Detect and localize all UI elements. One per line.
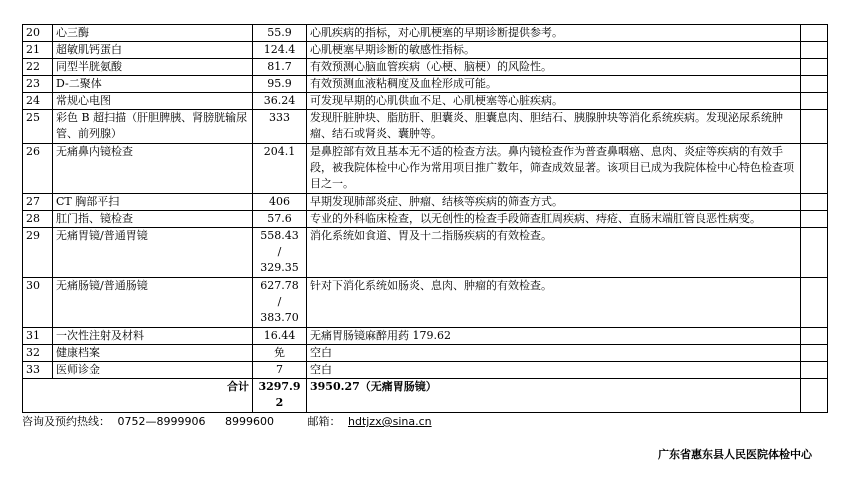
item-description: 空白: [307, 362, 801, 379]
item-description: 心肌疾病的指标，对心肌梗塞的早期诊断提供参考。: [307, 25, 801, 42]
row-number: 29: [23, 228, 53, 278]
item-price: 406: [253, 194, 307, 211]
item-name: 心三酶: [53, 25, 253, 42]
row-number: 24: [23, 93, 53, 110]
table-row: [23, 211, 828, 228]
item-price: 16.44: [253, 328, 307, 345]
row-number: 30: [23, 278, 53, 328]
item-price: 558.43 / 329.35: [253, 228, 307, 278]
row-number: 22: [23, 59, 53, 76]
item-price: 95.9: [253, 76, 307, 93]
extra-cell: [801, 345, 828, 362]
row-number: 28: [23, 211, 53, 228]
item-description: 消化系统如食道、胃及十二指肠疾病的有效检查。: [307, 228, 801, 278]
item-name: 医师诊金: [53, 362, 253, 379]
item-name: 一次性注射及材料: [53, 328, 253, 345]
item-description: 心肌梗塞早期诊断的敏感性指标。: [307, 42, 801, 59]
item-name: CT 胸部平扫: [53, 194, 253, 211]
extra-cell: [801, 194, 828, 211]
item-name: 无痛鼻内镜检查: [53, 144, 253, 194]
extra-cell: [801, 42, 828, 59]
table-row: [23, 110, 828, 144]
exam-items-table: [22, 24, 828, 413]
item-description: 有效预测心脑血管疾病（心梗、脑梗）的风险性。: [307, 59, 801, 76]
extra-cell: [801, 362, 828, 379]
organization-name: 广东省惠东县人民医院体检中心: [658, 448, 812, 461]
item-description: 有效预测血液粘稠度及血栓形成可能。: [307, 76, 801, 93]
total-label: 合计: [23, 379, 253, 413]
hotline-label: 咨询及预约热线：: [22, 415, 110, 428]
email-label: 邮箱：: [307, 415, 341, 428]
extra-cell: [801, 93, 828, 110]
row-number: 26: [23, 144, 53, 194]
item-name: 同型半胱氨酸: [53, 59, 253, 76]
contact-footer: [22, 413, 448, 429]
item-description: 针对下消化系统如肠炎、息肉、肿瘤的有效检查。: [307, 278, 801, 328]
item-name: 无痛胃镜/普通胃镜: [53, 228, 253, 278]
item-description: 空白: [307, 345, 801, 362]
row-number: 20: [23, 25, 53, 42]
email-link[interactable]: hdtjzx@sina.cn: [347, 415, 432, 428]
extra-cell: [801, 25, 828, 42]
extra-cell: [801, 110, 828, 144]
item-price: 7: [253, 362, 307, 379]
table-row: [23, 362, 828, 379]
extra-cell: [801, 228, 828, 278]
item-description: 早期发现肺部炎症、肿瘤、结核等疾病的筛查方式。: [307, 194, 801, 211]
item-price: 124.4: [253, 42, 307, 59]
phone-number-2: 8999600: [224, 415, 274, 428]
item-price: 57.6: [253, 211, 307, 228]
table-row: [23, 278, 828, 328]
total-description: 3950.27（无痛胃肠镜）: [307, 379, 801, 413]
extra-cell: [801, 59, 828, 76]
item-name: 健康档案: [53, 345, 253, 362]
table-row: [23, 25, 828, 42]
row-number: 23: [23, 76, 53, 93]
row-number: 33: [23, 362, 53, 379]
extra-cell: [801, 328, 828, 345]
item-price: 627.78 / 383.70: [253, 278, 307, 328]
item-description: 无痛胃肠镜麻醉用药 179.62: [307, 328, 801, 345]
extra-cell: [801, 278, 828, 328]
table-row: [23, 328, 828, 345]
item-description: 专业的外科临床检查，以无创性的检查手段筛查肛周疾病、痔疮、直肠末端肛管良恶性病变。: [307, 211, 801, 228]
item-name: 超敏肌钙蛋白: [53, 42, 253, 59]
table-row: [23, 144, 828, 194]
row-number: 31: [23, 328, 53, 345]
row-number: 27: [23, 194, 53, 211]
extra-cell: [801, 211, 828, 228]
row-number: 21: [23, 42, 53, 59]
total-row: [23, 379, 828, 413]
row-number: 25: [23, 110, 53, 144]
item-price: 36.24: [253, 93, 307, 110]
item-price: 免: [253, 345, 307, 362]
item-price: 204.1: [253, 144, 307, 194]
table-row: [23, 59, 828, 76]
extra-cell: [801, 379, 828, 413]
item-name: 肛门指、镜检查: [53, 211, 253, 228]
table-row: [23, 76, 828, 93]
item-name: 无痛肠镜/普通肠镜: [53, 278, 253, 328]
row-number: 32: [23, 345, 53, 362]
table-row: [23, 228, 828, 278]
item-description: 发现肝脏肿块、脂肪肝、胆囊炎、胆囊息肉、胆结石、胰腺肿块等消化系统疾病。发现泌尿系统肿瘤、结石或肾炎、囊肿等。: [307, 110, 801, 144]
item-name: D-二聚体: [53, 76, 253, 93]
extra-cell: [801, 76, 828, 93]
table-row: [23, 194, 828, 211]
phone-number-1: 0752—8999906: [117, 415, 206, 428]
item-description: 可发现早期的心肌供血不足、心肌梗塞等心脏疾病。: [307, 93, 801, 110]
table-row: [23, 345, 828, 362]
item-price: 333: [253, 110, 307, 144]
extra-cell: [801, 144, 828, 194]
item-price: 81.7: [253, 59, 307, 76]
item-name: 彩色 B 超扫描（肝胆脾胰、肾膀胱输尿管、前列腺）: [53, 110, 253, 144]
item-name: 常规心电图: [53, 93, 253, 110]
table-row: [23, 93, 828, 110]
item-description: 是鼻腔部有效且基本无不适的检查方法。鼻内镜检查作为普查鼻咽癌、息肉、炎症等疾病的有效手段，被我院体检中心作为常用项目推广数年，筛查成效显著。该项目已成为我院体检中心特色检查项目之一。: [307, 144, 801, 194]
item-price: 55.9: [253, 25, 307, 42]
table-row: [23, 42, 828, 59]
total-price: 3297.9 2: [253, 379, 307, 413]
